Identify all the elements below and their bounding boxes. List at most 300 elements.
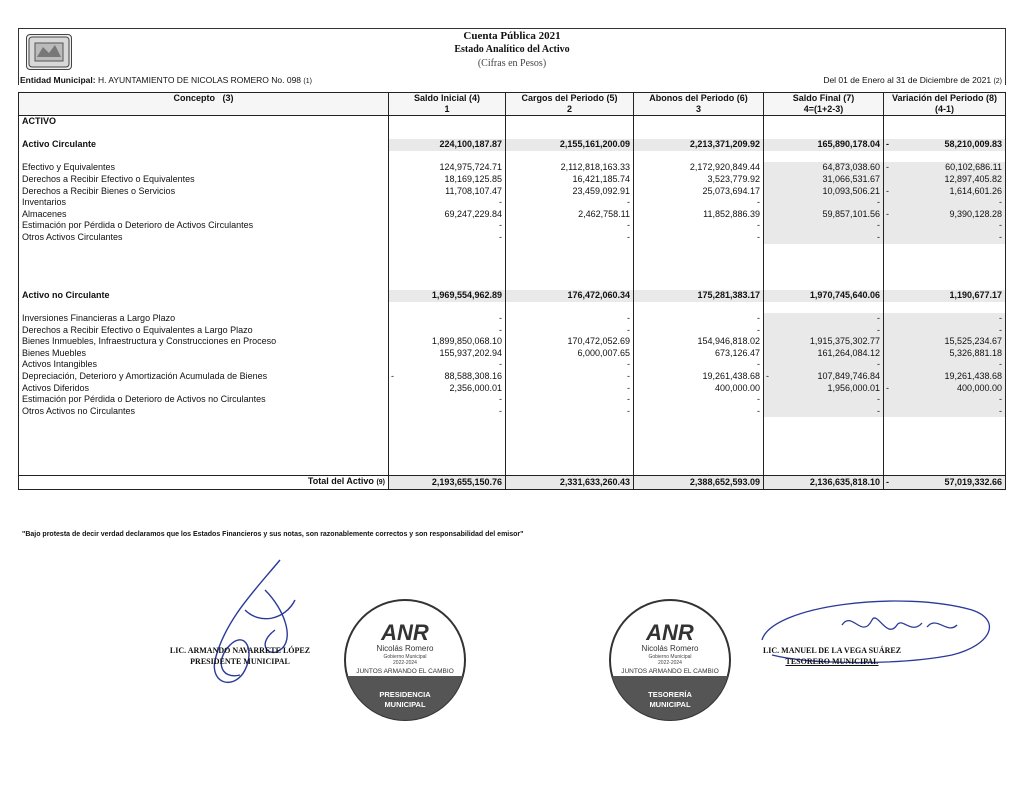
report-title: Cuenta Pública 2021 (463, 30, 561, 42)
value-cell-3 (634, 325, 764, 337)
treasurer-role: TESORERO MUNICIPAL (785, 657, 879, 666)
spacer-cell (389, 128, 506, 140)
value-text: 5,326,881.18 (949, 347, 1002, 358)
spacer-cell (634, 441, 764, 453)
value-cell-4 (764, 290, 884, 302)
total-row (19, 476, 1006, 490)
col-sub-4: 4=(1+2-3) (764, 104, 884, 116)
value-text: 57,019,332.66 (944, 476, 1002, 487)
spacer-row (19, 278, 1006, 290)
value-text: - (627, 220, 630, 231)
table-row (19, 406, 1006, 418)
row-label-text: Efectivo y Equivalentes (22, 162, 116, 173)
spacer-cell (634, 452, 764, 464)
spacer-row (19, 267, 1006, 279)
value-text: 1,970,745,640.06 (809, 289, 880, 300)
col-header-saldo-inicial: Saldo Inicial (4) (389, 93, 506, 105)
spacer-row (19, 151, 1006, 163)
value-text: - (877, 220, 880, 231)
negative-sign: - (766, 371, 769, 382)
value-cell-3 (634, 394, 764, 406)
value-cell-1 (389, 359, 506, 371)
value-cell-3 (634, 359, 764, 371)
negative-sign: - (886, 185, 889, 196)
value-text: - (627, 405, 630, 416)
spacer-cell (884, 255, 1006, 267)
row-label (19, 406, 389, 418)
table-row (19, 162, 1006, 174)
spacer-cell (389, 464, 506, 476)
periodo-line (823, 75, 1002, 85)
row-label-text: Activo Circulante (22, 139, 97, 150)
value-cell-5 (884, 359, 1006, 371)
report-units: (Cifras en Pesos) (477, 58, 547, 69)
spacer-row (19, 417, 1006, 429)
value-cell-4 (764, 186, 884, 198)
row-label (19, 394, 389, 406)
president-signature (185, 550, 325, 700)
value-cell-4 (764, 174, 884, 186)
value-cell-1 (389, 232, 506, 244)
negative-sign: - (886, 208, 889, 219)
spacer-cell (389, 244, 506, 256)
stamp-tesoreria (608, 598, 732, 722)
spacer-row (19, 429, 1006, 441)
value-text: - (627, 394, 630, 405)
spacer-cell (19, 244, 389, 256)
row-label-text: Activos Diferidos (22, 382, 90, 393)
value-text: 400,000.00 (956, 382, 1002, 393)
value-text: - (877, 197, 880, 208)
value-cell-3 (634, 139, 764, 151)
value-cell-1 (389, 348, 506, 360)
row-label (19, 186, 389, 198)
value-text: 2,172,920,849.44 (689, 162, 760, 173)
row-label-text: Activos Intangibles (22, 359, 98, 370)
negative-sign: - (391, 371, 394, 382)
value-text: 60,102,686.11 (945, 162, 1002, 173)
value-cell-2 (506, 197, 634, 209)
value-text: 64,873,038.60 (822, 162, 880, 173)
value-cell-5 (884, 383, 1006, 395)
treasurer-name: LIC. MANUEL DE LA VEGA SUÁREZ (762, 646, 902, 655)
value-text: 175,281,383.17 (697, 289, 760, 300)
value-text: - (757, 324, 760, 335)
stamp-right-motto: JUNTOS ARMANDO EL CAMBIO (621, 668, 719, 675)
value-text: 6,000,007.65 (577, 347, 630, 358)
value-cell-1 (389, 336, 506, 348)
value-text: - (999, 359, 1002, 370)
value-text: 161,264,084.12 (817, 347, 880, 358)
value-text: 107,849,746.84 (817, 371, 880, 382)
spacer-row (19, 255, 1006, 267)
table-row (19, 325, 1006, 337)
value-cell-1 (389, 197, 506, 209)
spacer-row (19, 464, 1006, 476)
row-label-text: Otros Activos no Circulantes (22, 405, 136, 416)
row-note: (9) (376, 479, 385, 487)
spacer-cell (764, 278, 884, 290)
value-cell-2 (506, 209, 634, 221)
stamp-left-motto: JUNTOS ARMANDO EL CAMBIO (356, 668, 454, 675)
value-cell-1 (389, 313, 506, 325)
entidad-label: Entidad Municipal: (20, 75, 96, 85)
value-text: 154,946,818.02 (697, 336, 760, 347)
value-cell-5 (884, 348, 1006, 360)
value-cell-5 (884, 406, 1006, 418)
row-label-text: Almacenes (22, 208, 67, 219)
value-cell-4 (764, 383, 884, 395)
spacer-cell (389, 417, 506, 429)
spacer-cell (506, 452, 634, 464)
value-text: - (757, 405, 760, 416)
value-cell-3 (634, 186, 764, 198)
spacer-cell (634, 417, 764, 429)
row-label-text: Inventarios (22, 197, 67, 208)
spacer-cell (884, 278, 1006, 290)
value-cell-3 (634, 174, 764, 186)
value-cell-2 (506, 162, 634, 174)
spacer-cell (19, 302, 389, 314)
table-row (19, 209, 1006, 221)
president-name: LIC. ARMANDO NAVARRETE LÓPEZ (169, 646, 311, 655)
row-label (19, 174, 389, 186)
value-cell-4 (764, 232, 884, 244)
value-cell-2 (506, 290, 634, 302)
spacer-cell (506, 244, 634, 256)
value-cell-4 (764, 209, 884, 221)
value-cell-3 (634, 232, 764, 244)
spacer-cell (389, 255, 506, 267)
spacer-cell (389, 151, 506, 163)
value-text: 12,897,405.82 (944, 173, 1002, 184)
spacer-cell (19, 429, 389, 441)
spacer-cell (634, 278, 764, 290)
spacer-cell (884, 244, 1006, 256)
spacer-cell (506, 151, 634, 163)
value-cell-1 (389, 406, 506, 418)
value-text: - (627, 197, 630, 208)
value-cell-1 (389, 476, 506, 490)
value-text: - (757, 220, 760, 231)
value-cell-1 (389, 371, 506, 383)
value-text: 1,956,000.01 (827, 382, 880, 393)
table-row (19, 232, 1006, 244)
value-text: - (877, 313, 880, 324)
value-cell-2 (506, 394, 634, 406)
row-label-text: Bienes Muebles (22, 347, 87, 358)
row-label (19, 371, 389, 383)
negative-sign: - (886, 162, 889, 173)
value-text: 2,356,000.01 (449, 382, 502, 393)
row-label (19, 348, 389, 360)
value-text: - (499, 231, 502, 242)
spacer-cell (389, 116, 506, 128)
value-text: 11,852,886.39 (703, 208, 760, 219)
value-text: 19,261,438.68 (702, 371, 760, 382)
table-row (19, 220, 1006, 232)
negative-sign: - (886, 476, 889, 487)
value-text: 18,169,125.85 (444, 173, 502, 184)
spacer-cell (634, 429, 764, 441)
value-cell-5 (884, 139, 1006, 151)
spacer-cell (506, 116, 634, 128)
table-row (19, 359, 1006, 371)
value-cell-5 (884, 371, 1006, 383)
value-text: - (757, 197, 760, 208)
value-cell-1 (389, 220, 506, 232)
value-text: - (499, 197, 502, 208)
spacer-cell (884, 441, 1006, 453)
stamp-left-gov: Gobierno Municipal (383, 654, 427, 660)
col-sub-concepto (19, 104, 389, 116)
spacer-cell (884, 151, 1006, 163)
spacer-cell (884, 429, 1006, 441)
value-text: - (499, 359, 502, 370)
president-role: PRESIDENTE MUNICIPAL (190, 657, 290, 666)
spacer-cell (389, 441, 506, 453)
stamp-left-brand: Nicolás Romero (376, 644, 434, 653)
value-text: 2,155,161,200.09 (559, 139, 630, 150)
value-text: 31,066,531.67 (822, 173, 880, 184)
spacer-cell (764, 255, 884, 267)
footnote: "Bajo protesta de decir verdad declaramos que los Estados Financieros y sus notas, son razonablemente correctos y son responsabilidad del emisor" (22, 531, 524, 538)
value-text: - (499, 405, 502, 416)
value-text: - (999, 231, 1002, 242)
spacer-cell (634, 267, 764, 279)
col-sub-1: 1 (389, 104, 506, 116)
periodo-note: (2) (993, 78, 1002, 85)
entidad-line (20, 75, 312, 85)
col-sub-2: 2 (506, 104, 634, 116)
table-row (19, 197, 1006, 209)
value-text: 2,193,655,150.76 (431, 476, 502, 487)
value-cell-3 (634, 220, 764, 232)
value-cell-5 (884, 232, 1006, 244)
value-text: 1,190,677.17 (949, 289, 1002, 300)
value-cell-2 (506, 139, 634, 151)
table-header-row (19, 93, 1006, 105)
entidad-note: (1) (303, 78, 312, 85)
row-label-text: Derechos a Recibir Efectivo o Equivalentes (22, 173, 195, 184)
value-text: 2,112,818,163.33 (560, 162, 630, 173)
value-text: - (999, 324, 1002, 335)
value-cell-4 (764, 406, 884, 418)
value-cell-1 (389, 174, 506, 186)
value-cell-1 (389, 209, 506, 221)
table-row (19, 186, 1006, 198)
spacer-row (19, 244, 1006, 256)
spacer-cell (506, 417, 634, 429)
value-text: - (999, 313, 1002, 324)
col-header-saldo-final: Saldo Final (7) (764, 93, 884, 105)
spacer-cell (764, 464, 884, 476)
value-text: - (999, 394, 1002, 405)
value-cell-4 (764, 139, 884, 151)
value-text: - (877, 324, 880, 335)
row-label-text: Activo no Circulante (22, 289, 110, 300)
row-label (19, 220, 389, 232)
spacer-cell (506, 302, 634, 314)
row-label (19, 476, 389, 490)
value-cell-2 (506, 325, 634, 337)
spacer-cell (634, 244, 764, 256)
value-cell-3 (634, 406, 764, 418)
value-text: 2,136,635,818.10 (809, 476, 880, 487)
value-cell-5 (884, 220, 1006, 232)
stamp-right-gov: Gobierno Municipal (648, 654, 692, 660)
spacer-cell (884, 452, 1006, 464)
value-text: 2,213,371,209.92 (689, 139, 760, 150)
col-sub-3: 3 (634, 104, 764, 116)
row-label (19, 336, 389, 348)
row-label-text: Derechos a Recibir Bienes o Servicios (22, 185, 176, 196)
value-cell-3 (634, 209, 764, 221)
value-cell-2 (506, 313, 634, 325)
row-label (19, 139, 389, 151)
subtotal-row-no-circulante (19, 290, 1006, 302)
value-text: 25,073,694.17 (702, 185, 760, 196)
value-cell-3 (634, 290, 764, 302)
value-text: 11,708,107.47 (445, 185, 502, 196)
value-text: 124,975,724.71 (439, 162, 502, 173)
spacer-cell (884, 464, 1006, 476)
spacer-cell (506, 267, 634, 279)
value-text: 1,899,850,068.10 (431, 336, 502, 347)
spacer-row (19, 452, 1006, 464)
spacer-cell (764, 116, 884, 128)
spacer-cell (764, 302, 884, 314)
spacer-cell (506, 128, 634, 140)
value-cell-4 (764, 359, 884, 371)
stamp-presidencia (343, 598, 467, 722)
row-label (19, 383, 389, 395)
col-sub-5: (4-1) (884, 104, 1006, 116)
spacer-cell (389, 429, 506, 441)
value-cell-4 (764, 394, 884, 406)
col-header-concepto: Concepto (3) (19, 93, 389, 105)
value-cell-2 (506, 371, 634, 383)
spacer-row (19, 302, 1006, 314)
spacer-cell (764, 151, 884, 163)
value-text: 224,100,187.87 (439, 139, 502, 150)
row-label-text: Bienes Inmuebles, Infraestructura y Construcciones en Proceso (22, 336, 277, 347)
row-label-text: Depreciación, Deterioro y Amortización Acumulada de Bienes (22, 371, 268, 382)
negative-sign: - (886, 139, 889, 150)
spacer-cell (884, 116, 1006, 128)
value-cell-2 (506, 186, 634, 198)
stamp-right-logo: ANR (646, 620, 694, 645)
value-text: 69,247,229.84 (444, 208, 502, 219)
value-text: - (627, 313, 630, 324)
row-label (19, 290, 389, 302)
value-text: - (757, 231, 760, 242)
value-cell-4 (764, 197, 884, 209)
value-text: - (499, 220, 502, 231)
value-text: - (627, 324, 630, 335)
value-cell-5 (884, 209, 1006, 221)
value-text: 1,969,554,962.89 (431, 289, 502, 300)
value-text: 155,937,202.94 (439, 347, 502, 358)
stamp-right-office: TESORERÍA MUNICIPAL (648, 690, 692, 709)
row-label-text: Otros Activos Circulantes (22, 231, 123, 242)
value-cell-2 (506, 348, 634, 360)
value-text: - (757, 313, 760, 324)
value-cell-2 (506, 336, 634, 348)
col-header-cargos: Cargos del Periodo (5) (506, 93, 634, 105)
value-text: - (627, 382, 630, 393)
value-cell-1 (389, 186, 506, 198)
spacer-cell (764, 441, 884, 453)
value-cell-2 (506, 359, 634, 371)
value-cell-2 (506, 476, 634, 490)
value-cell-5 (884, 290, 1006, 302)
stamp-left-years: 2022-2024 (393, 660, 417, 666)
value-cell-1 (389, 383, 506, 395)
spacer-cell (506, 464, 634, 476)
value-cell-2 (506, 383, 634, 395)
value-text: 15,525,234.67 (944, 336, 1002, 347)
periodo-text: Del 01 de Enero al 31 de Diciembre de 2021 (823, 75, 992, 85)
value-cell-5 (884, 313, 1006, 325)
value-text: 2,388,652,593.09 (689, 476, 760, 487)
col-header-abonos: Abonos del Periodo (6) (634, 93, 764, 105)
value-text: - (757, 394, 760, 405)
spacer-cell (634, 302, 764, 314)
row-label (19, 359, 389, 371)
table-body (19, 116, 1006, 490)
section-title (19, 116, 389, 128)
value-text: 170,472,052.69 (567, 336, 630, 347)
value-cell-5 (884, 476, 1006, 490)
value-text: 23,459,092.91 (572, 185, 630, 196)
value-text: - (999, 405, 1002, 416)
value-cell-3 (634, 336, 764, 348)
spacer-cell (634, 151, 764, 163)
entidad-value: H. AYUNTAMIENTO DE NICOLAS ROMERO No. 098 (97, 75, 302, 85)
value-text: - (627, 359, 630, 370)
value-cell-2 (506, 220, 634, 232)
value-cell-5 (884, 162, 1006, 174)
value-cell-3 (634, 476, 764, 490)
value-text: 10,093,506.21 (822, 185, 880, 196)
spacer-cell (506, 255, 634, 267)
value-text: - (999, 197, 1002, 208)
row-label-text: Estimación por Pérdida o Deterioro de Activos Circulantes (22, 220, 254, 231)
report-subtitle: Estado Analítico del Activo (454, 44, 570, 55)
value-cell-4 (764, 476, 884, 490)
spacer-cell (764, 452, 884, 464)
activo-table (18, 92, 1006, 490)
value-text: 59,857,101.56 (822, 208, 880, 219)
value-text: 1,915,375,302.77 (809, 336, 880, 347)
spacer-cell (634, 464, 764, 476)
value-cell-5 (884, 394, 1006, 406)
stamp-left-office: PRESIDENCIA MUNICIPAL (379, 690, 431, 709)
row-label-text: Inversiones Financieras a Largo Plazo (22, 313, 176, 324)
table-header-subrow (19, 104, 1006, 116)
spacer-cell (389, 452, 506, 464)
spacer-cell (764, 429, 884, 441)
spacer-cell (764, 128, 884, 140)
spacer-cell (884, 267, 1006, 279)
value-text: - (877, 394, 880, 405)
value-cell-3 (634, 371, 764, 383)
table-row (19, 394, 1006, 406)
value-cell-5 (884, 174, 1006, 186)
spacer-cell (884, 128, 1006, 140)
spacer-cell (19, 278, 389, 290)
